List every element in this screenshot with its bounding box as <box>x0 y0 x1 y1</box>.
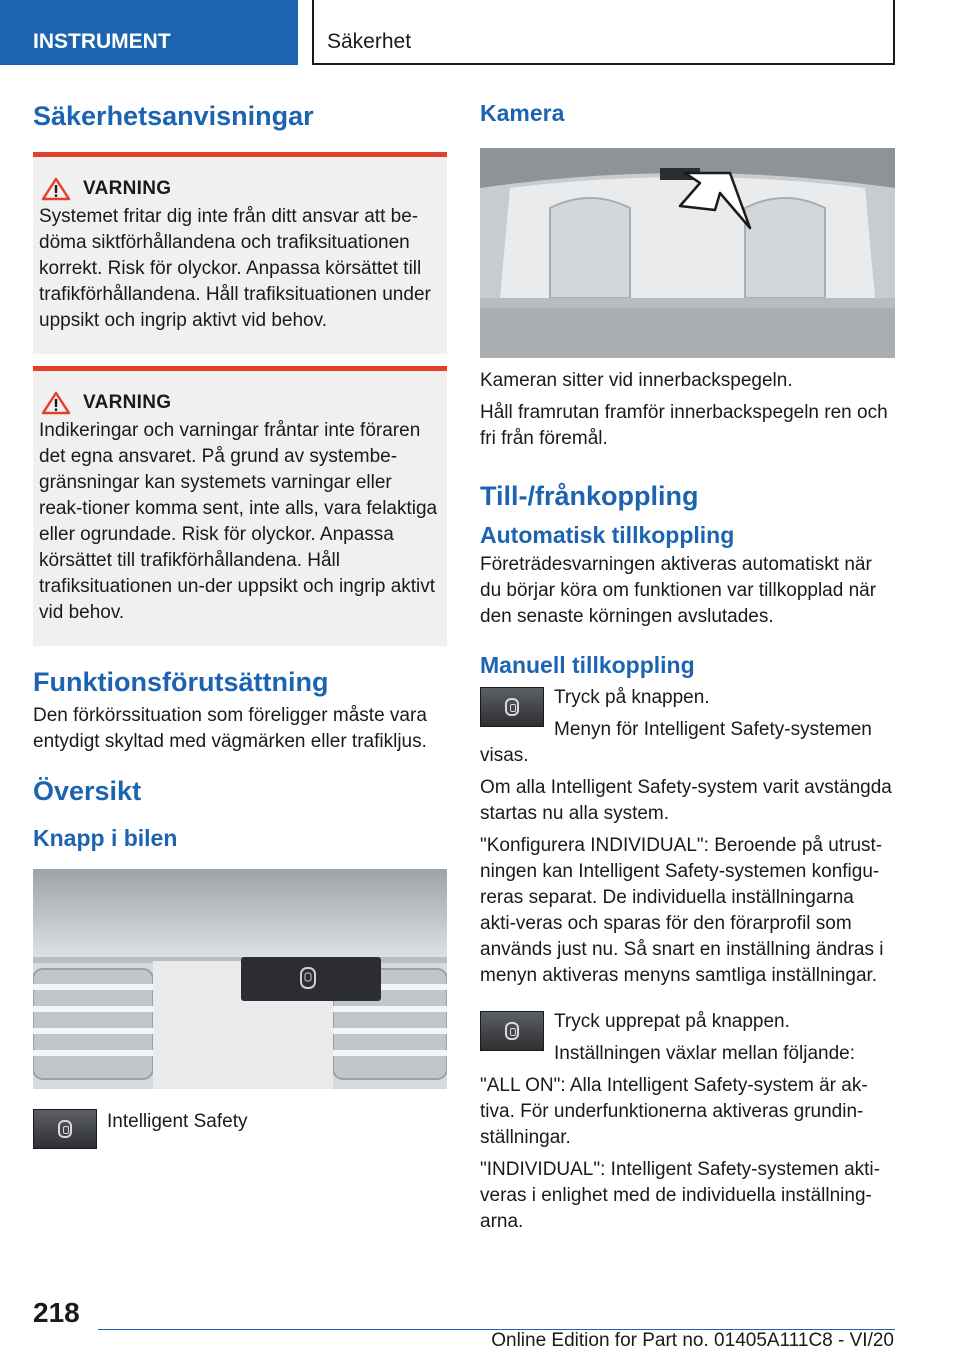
button-title: Knapp i bilen <box>33 825 178 852</box>
warning-label: VARNING <box>83 392 172 414</box>
warning-text: Indikeringar och varningar fråntar inte föraren det egna ansvaret. På grund av systembe-gränsningar kan systemets varningar eller reak-tioner komma sent, inte alls, vara felaktiga eller ogrundade. Risk för olyckor. Anpassa körsättet till trafikförhållandena. Håll trafiksituationen un-der uppsikt och ingrip aktivt vid behov. <box>39 420 438 624</box>
safety-title: Säkerhetsanvisningar <box>33 101 314 131</box>
step-2-text: Tryck upprepat på knappen. <box>554 1011 790 1033</box>
manual-paragraph-2: "Konfigurera INDIVIDUAL": Beroende på utrust-ningen kan Intelligent Safety-systemen konfigu-reras separat. De individuella inställningarna akti-veras och sparas för den förarprofil som används just nu. Så snart en inställning ändras i menyn aktiveras menyns samtliga inställningar. <box>480 835 884 987</box>
button-legend <box>33 1109 447 1149</box>
auto-title: Automatisk tillkoppling <box>480 521 735 548</box>
warning-text: Systemet fritar dig inte från ditt ansvar att be-döma siktförhållandena och trafiksituationen korrekt. Risk för olyckor. Anpassa körsättet till trafikförhållandena. Håll trafiksituationen under uppsikt och ingrip aktivt vid behov. <box>39 206 431 332</box>
manual-step-2 <box>480 1009 895 1067</box>
page-number: 218 <box>33 1297 80 1328</box>
manual-paragraph-1: Om alla Intelligent Safety-system varit avstängda startas nu alla system. <box>480 777 892 825</box>
warning-triangle-icon <box>39 177 73 201</box>
prereq-title: Funktionsförutsättning <box>33 667 329 698</box>
warning-box-1 <box>33 152 447 354</box>
chapter-tab: INSTRUMENT <box>0 0 298 65</box>
camera-title: Kamera <box>480 100 565 126</box>
camera-text-1: Kameran sitter vid innerbackspegeln. <box>480 369 793 391</box>
warning-triangle-icon <box>39 391 73 415</box>
auto-text: Företrädesvarningen aktiveras automatiskt när du börjar köra om funktionen var tillkopplad när den senaste körningen avslutades. <box>480 553 877 627</box>
step-2-result: Inställningen växlar mellan följande: <box>554 1043 856 1065</box>
camera-photo <box>480 148 895 358</box>
manual-title: Manuell tillkoppling <box>480 651 695 678</box>
overview-title: Översikt <box>33 775 142 806</box>
warning-label: VARNING <box>83 178 172 200</box>
intelligent-safety-button-icon <box>33 1109 97 1149</box>
intelligent-safety-button-icon <box>480 687 544 727</box>
all-on-text: "ALL ON": Alla Intelligent Safety-system är ak-tiva. För underfunktionerna aktiveras grundin-ställningar. <box>480 1075 868 1149</box>
onoff-title: Till-/frånkoppling <box>480 480 699 511</box>
intelligent-safety-button-icon <box>480 1011 544 1051</box>
manual-step-1 <box>480 685 895 769</box>
step-1-result: Menyn för Intelligent Safety-systemen visas. <box>480 719 872 767</box>
button-caption: Intelligent Safety <box>107 1110 248 1132</box>
individual-text: "INDIVIDUAL": Intelligent Safety-systemen akti-veras i enlighet med de individuella inställning-arna. <box>480 1159 880 1233</box>
left-column <box>33 100 447 1149</box>
prereq-text: Den förkörssituation som föreligger måste vara entydigt skyltad med vägmärken eller trafikljus. <box>33 704 427 752</box>
warning-box-2 <box>33 366 447 646</box>
section-header: Säkerhet <box>312 0 895 65</box>
edition-text: Online Edition for Part no. 01405A111C8 - VI/20 <box>491 1330 894 1351</box>
step-1-text: Tryck på knappen. <box>554 687 710 709</box>
dashboard-button-photo <box>33 869 447 1089</box>
camera-text-2: Håll framrutan framför innerbackspegeln ren och fri från föremål. <box>480 401 888 449</box>
right-column <box>480 100 895 1235</box>
